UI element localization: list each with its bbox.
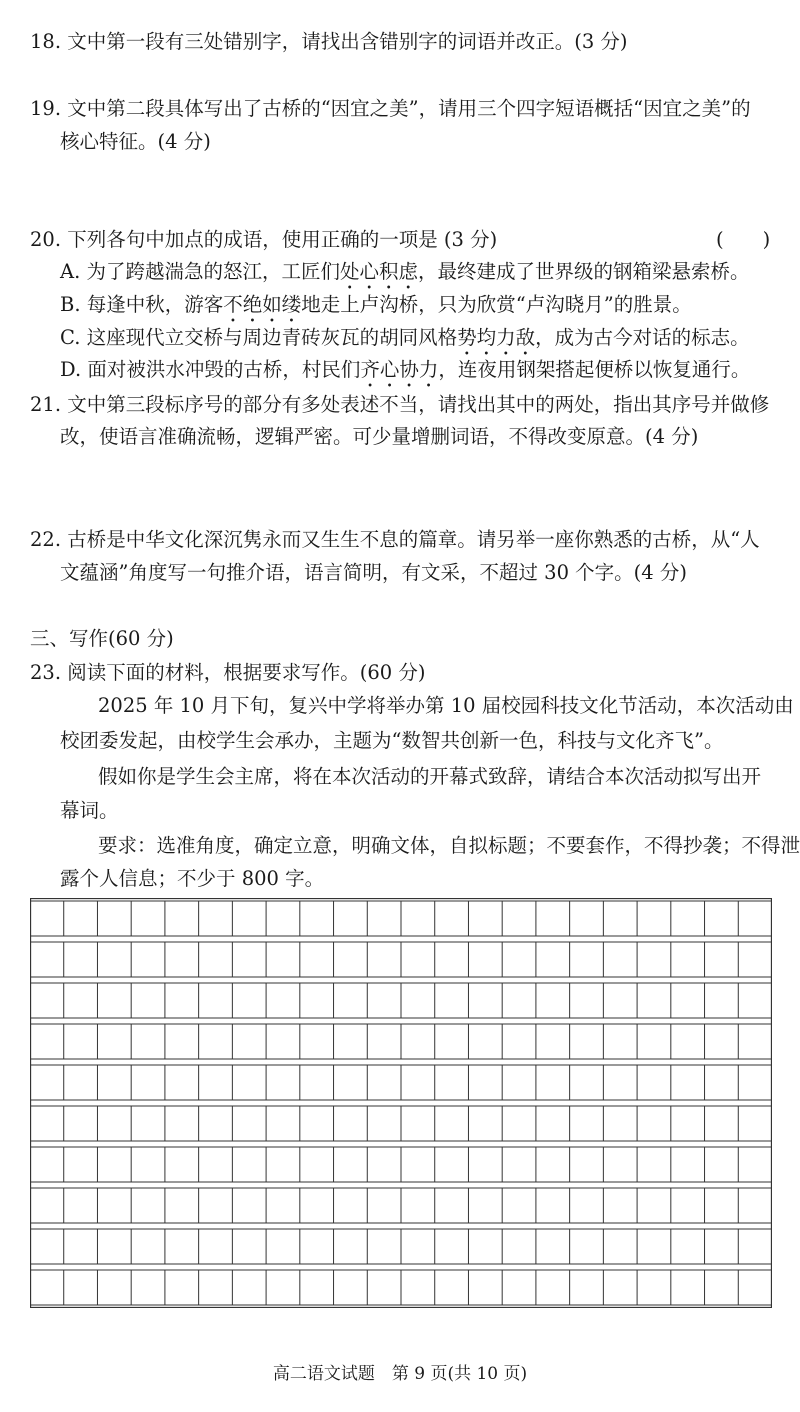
dotted-idiom: 处心积虑 [339,260,418,283]
dotted-idiom: 势均力敌 [457,326,536,349]
dotted-idiom: 齐心协力 [360,358,439,381]
composition-grid[interactable] [30,898,772,1308]
dotted-idiom: 不绝如缕 [223,293,302,316]
page-footer: 高二语文试题 第 9 页(共 10 页) [272,1364,528,1384]
option-c: C. 这座现代立交桥与周边青砖灰瓦的胡同风格势均力敌，成为古今对话的标志。 [60,326,750,349]
option-b: B. 每逢中秋，游客不绝如缕地走上卢沟桥，只为欣赏“卢沟晓月”的胜景。 [60,293,692,316]
option-d: D. 面对被洪水冲毁的古桥，村民们齐心协力，连夜用钢架搭起便桥以恢复通行。 [60,358,751,381]
question-18: 18. 文中第一段有三处错别字，请找出含错别字的词语并改正。(3 分) [30,30,628,53]
answer-parentheses: ( ) [716,228,771,251]
option-a: A. 为了跨越湍急的怒江，工匠们处心积虑，最终建成了世界级的钢箱梁悬索桥。 [60,260,750,283]
section-writing-heading: 三、写作(60 分) [30,627,174,650]
